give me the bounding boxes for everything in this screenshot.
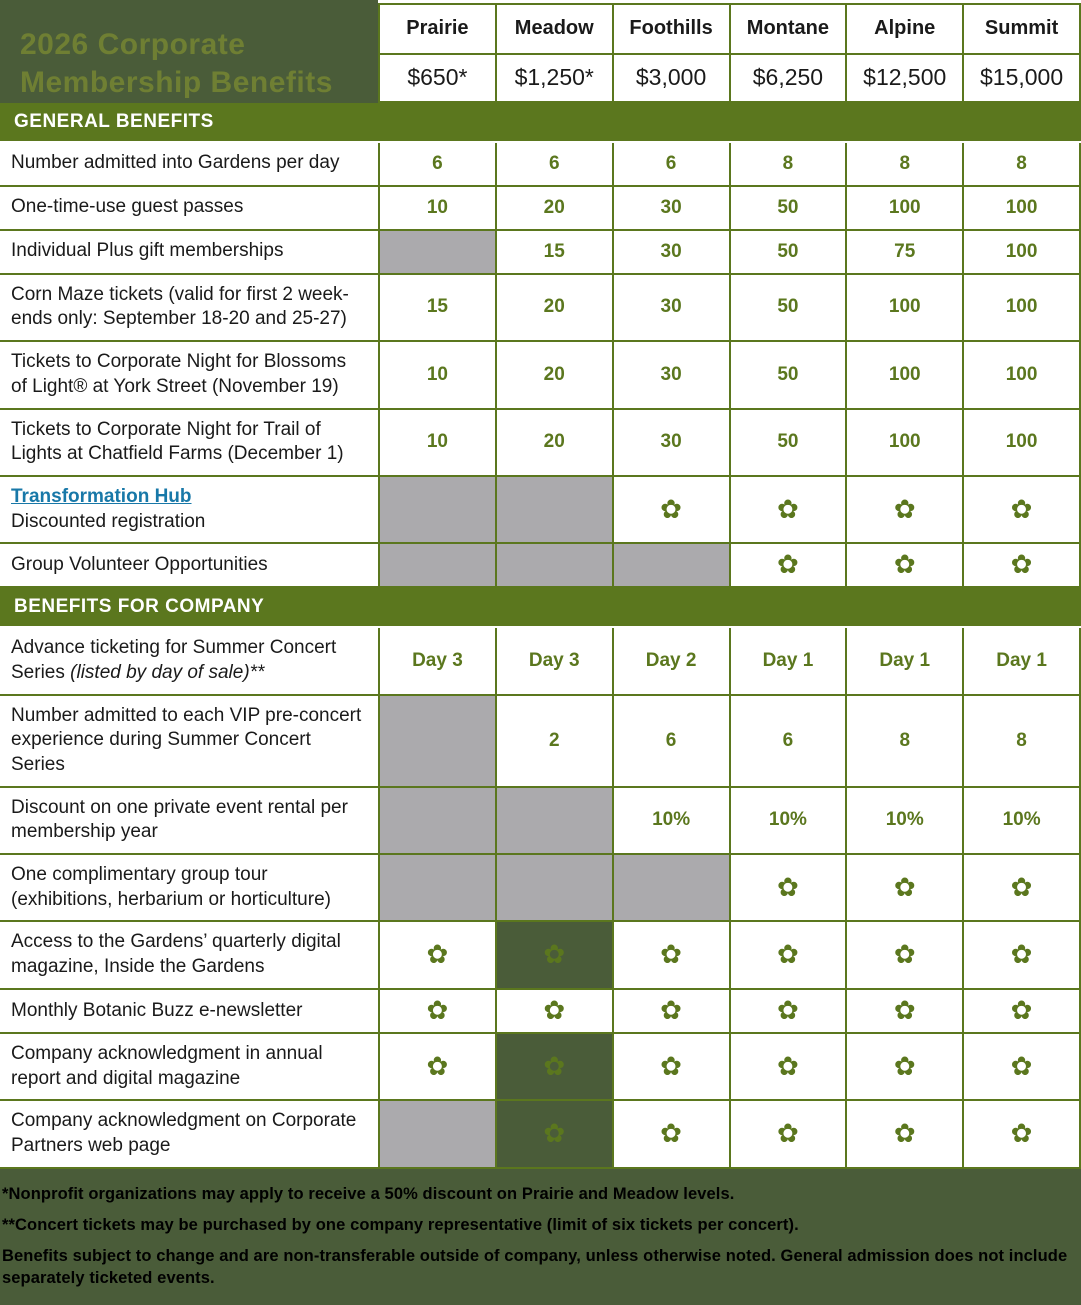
benefit-label-text: Access to the Gardens’ quarterly digital magazine, Inside the Gardens (11, 931, 341, 978)
benefit-value: 6 (782, 729, 794, 751)
benefit-cell (729, 187, 846, 229)
table-row (0, 1034, 1081, 1101)
benefit-value: 100 (1005, 296, 1038, 318)
benefit-value: 50 (777, 431, 799, 453)
benefit-value: Day 1 (762, 649, 814, 671)
level-name-cell (612, 3, 729, 53)
benefit-label-text: One complimentary group tour (exhibitions, herbarium or horticulture) (11, 864, 331, 910)
benefit-value: 75 (894, 240, 916, 262)
benefit-value: 10% (652, 809, 691, 831)
benefit-cell (962, 990, 1079, 1032)
level-price-cell (495, 53, 612, 103)
flower-icon: ✿ (893, 1118, 916, 1149)
empty-cell (378, 1101, 495, 1166)
flower-icon: ✿ (777, 550, 799, 581)
level-names-row (378, 3, 1081, 53)
benefit-cell (845, 477, 962, 542)
benefit-cell (495, 1101, 612, 1166)
benefit-cell (845, 231, 962, 273)
benefit-cell (962, 231, 1079, 273)
level-price: $650* (407, 64, 468, 91)
flower-icon: ✿ (426, 940, 449, 971)
flower-icon: ✿ (660, 995, 682, 1026)
benefit-value: Day 3 (528, 649, 580, 671)
benefit-label-italic: (listed by day of sale)** (70, 661, 265, 683)
benefit-cell (729, 788, 846, 853)
benefit-label-text: Group Volunteer Opportunities (11, 553, 268, 575)
benefit-cell (845, 342, 962, 407)
benefit-cell (612, 990, 729, 1032)
benefit-cell (495, 628, 612, 693)
benefit-cell (962, 922, 1079, 987)
benefit-label-text: Company acknowledgment in annual report and digital magazine (11, 1042, 323, 1089)
footnote-text: *Nonprofit organizations may apply to receive a 50% discount on Prairie and Meadow levels. (2, 1184, 735, 1203)
benefit-label (0, 275, 378, 340)
benefit-label (0, 1101, 378, 1166)
flower-icon: ✿ (543, 1118, 566, 1149)
benefit-value: 8 (782, 152, 794, 174)
benefit-label (0, 990, 378, 1032)
level-name: Summit (984, 17, 1059, 40)
benefit-cell (495, 143, 612, 185)
benefit-label-text: Discounted registration (11, 510, 206, 532)
benefit-cell (495, 410, 612, 475)
footnotes (0, 1169, 1081, 1305)
table-row (0, 628, 1081, 695)
benefit-label-text: Number admitted to each VIP pre-concert experience during Summer Concert Series (11, 704, 362, 776)
level-name: Foothills (629, 17, 713, 40)
level-name: Prairie (406, 17, 469, 40)
level-name-cell (378, 3, 495, 53)
benefit-cell (612, 1101, 729, 1166)
benefit-label-text: Discount on one private event rental per membership year (11, 796, 348, 843)
benefit-label (0, 477, 378, 542)
level-name: Alpine (874, 17, 936, 40)
benefit-cell (612, 788, 729, 853)
flower-icon: ✿ (543, 1051, 566, 1082)
benefit-cell (729, 544, 846, 586)
benefit-cell (612, 1034, 729, 1099)
benefit-value: 6 (665, 729, 677, 751)
footnote-text: Benefits subject to change and are non-transferable outside of company, unless otherwise noted. General admission does not include separately ticketed events. (2, 1247, 1068, 1288)
footnote-text: **Concert tickets may be purchased by one company representative (limit of six tickets per concert). (2, 1215, 799, 1234)
flower-icon: ✿ (777, 494, 799, 525)
benefit-label (0, 410, 378, 475)
benefit-value: 6 (665, 152, 677, 174)
benefit-cell (378, 275, 495, 340)
flower-icon: ✿ (1010, 494, 1033, 525)
benefit-cell (729, 231, 846, 273)
table-row (0, 990, 1081, 1034)
benefit-cell (378, 187, 495, 229)
flower-icon: ✿ (660, 940, 682, 971)
flower-icon: ✿ (543, 940, 566, 971)
empty-cell (612, 855, 729, 920)
benefit-cell (495, 990, 612, 1032)
benefit-cell (378, 143, 495, 185)
benefit-cell (612, 231, 729, 273)
benefit-cell (378, 1034, 495, 1099)
benefit-cell (729, 410, 846, 475)
benefit-value: 10% (768, 809, 807, 831)
flower-icon: ✿ (660, 1118, 682, 1149)
benefit-label (0, 187, 378, 229)
benefit-cell (729, 628, 846, 693)
flower-icon: ✿ (660, 1051, 682, 1082)
benefit-cell (962, 187, 1079, 229)
benefit-cell (962, 477, 1079, 542)
benefit-value: Day 3 (412, 649, 463, 671)
benefit-cell (612, 696, 729, 786)
benefit-cell (845, 628, 962, 693)
empty-cell (495, 855, 612, 920)
benefit-value: 8 (899, 729, 911, 751)
table-row (0, 922, 1081, 989)
benefit-value: Day 1 (879, 649, 931, 671)
level-name-cell (845, 3, 962, 53)
benefit-value: 100 (1005, 240, 1038, 262)
benefit-label-text: Monthly Botanic Buzz e-newsletter (11, 999, 303, 1021)
benefit-label-text: Advance ticketing for Summer Concert Series (11, 637, 337, 683)
flower-icon: ✿ (893, 550, 916, 581)
benefit-cell (378, 628, 495, 693)
benefit-value: 8 (899, 152, 911, 174)
benefit-value: 10 (426, 363, 448, 385)
table-row (0, 788, 1081, 855)
benefit-value: 100 (888, 431, 921, 453)
benefit-cell (612, 275, 729, 340)
table-header (0, 0, 1081, 103)
benefit-label (0, 143, 378, 185)
benefit-label-text: Number admitted into Gardens per day (11, 152, 340, 174)
level-price: $3,000 (635, 64, 707, 91)
flower-icon: ✿ (777, 1118, 799, 1149)
benefit-value: 100 (888, 363, 921, 385)
membership-levels-header (378, 0, 1081, 103)
benefit-cell (962, 628, 1079, 693)
benefit-cell (729, 275, 846, 340)
benefit-value: 100 (888, 196, 921, 218)
benefit-cell (845, 855, 962, 920)
benefit-cell (495, 1034, 612, 1099)
empty-cell (612, 544, 729, 586)
benefit-value: 50 (777, 363, 799, 385)
benefit-cell (962, 275, 1079, 340)
benefit-value: 10% (885, 809, 924, 831)
table-row (0, 342, 1081, 409)
benefit-cell (845, 788, 962, 853)
benefit-cell (845, 187, 962, 229)
benefit-value: 8 (1016, 152, 1027, 174)
level-prices-row (378, 53, 1081, 103)
benefit-cell (612, 342, 729, 407)
table-row (0, 477, 1081, 544)
empty-cell (495, 477, 612, 542)
benefit-label-text: Company acknowledgment on Corporate Partners web page (11, 1110, 357, 1156)
table-row (0, 410, 1081, 477)
benefit-value: 10 (426, 431, 448, 453)
benefit-cell (962, 143, 1079, 185)
table-row (0, 143, 1081, 187)
benefits-table-body (0, 103, 1081, 1169)
flower-icon: ✿ (426, 995, 449, 1026)
benefit-value: 20 (543, 196, 565, 218)
benefit-cell (729, 855, 846, 920)
empty-cell (378, 788, 495, 853)
flower-icon: ✿ (893, 494, 916, 525)
benefit-cell (729, 342, 846, 407)
empty-cell (378, 855, 495, 920)
benefit-cell (378, 990, 495, 1032)
benefit-label (0, 788, 378, 853)
flower-icon: ✿ (777, 1051, 799, 1082)
benefit-value: 30 (660, 431, 682, 453)
benefit-value: 100 (888, 296, 921, 318)
page-title: 2026 Corporate Membership Benefits (20, 28, 333, 100)
benefit-value: 8 (1016, 729, 1027, 751)
benefit-cell (845, 922, 962, 987)
benefit-cell (962, 696, 1079, 786)
flower-icon: ✿ (893, 940, 916, 971)
benefit-label-text: Corn Maze tickets (valid for first 2 week-ends only: September 18-20 and 25-27) (11, 283, 349, 330)
benefit-value: 20 (543, 363, 565, 385)
level-name-cell (729, 3, 846, 53)
benefit-cell (612, 187, 729, 229)
benefit-cell (729, 477, 846, 542)
benefit-value: 10 (426, 196, 448, 218)
level-price-cell (962, 53, 1079, 103)
benefit-value: 30 (660, 363, 682, 385)
flower-icon: ✿ (1010, 995, 1033, 1026)
title-block (0, 0, 378, 103)
benefit-cell (845, 275, 962, 340)
benefit-cell (845, 544, 962, 586)
empty-cell (378, 544, 495, 586)
level-price: $12,500 (863, 64, 947, 91)
flower-icon: ✿ (1010, 550, 1033, 581)
empty-cell (378, 696, 495, 786)
benefit-label (0, 231, 378, 273)
flower-icon: ✿ (893, 872, 916, 903)
benefit-cell (378, 342, 495, 407)
section-header: BENEFITS FOR COMPANY (0, 588, 1081, 628)
benefit-value: 100 (1005, 431, 1038, 453)
benefit-label (0, 342, 378, 407)
benefit-cell (729, 1034, 846, 1099)
flower-icon: ✿ (1010, 1118, 1033, 1149)
benefit-label (0, 628, 378, 693)
level-price-cell (612, 53, 729, 103)
table-row (0, 696, 1081, 788)
benefit-cell (962, 788, 1079, 853)
benefit-value: 2 (548, 729, 560, 751)
benefit-value: 30 (660, 240, 682, 262)
benefit-cell (962, 410, 1079, 475)
benefit-label (0, 922, 378, 987)
section-header: GENERAL BENEFITS (0, 103, 1081, 143)
benefit-value: 30 (660, 196, 682, 218)
table-row (0, 1101, 1081, 1168)
benefit-cell (612, 477, 729, 542)
benefit-cell (612, 143, 729, 185)
benefit-value: 6 (432, 152, 443, 174)
flower-icon: ✿ (426, 1051, 449, 1082)
flower-icon: ✿ (543, 995, 566, 1026)
level-name: Montane (746, 17, 830, 40)
benefit-label (0, 544, 378, 586)
benefit-label (0, 696, 378, 786)
benefit-label-text: Tickets to Corporate Night for Trail of Lights at Chatfield Farms (December 1) (11, 418, 344, 465)
benefit-value: 15 (426, 296, 448, 318)
benefit-cell (845, 990, 962, 1032)
level-name-cell (495, 3, 612, 53)
benefit-value: 30 (660, 296, 682, 318)
flower-icon: ✿ (660, 494, 682, 525)
level-price: $1,250* (514, 64, 594, 91)
benefit-cell (495, 231, 612, 273)
benefit-value: 10% (1002, 809, 1041, 831)
benefit-cell (495, 187, 612, 229)
flower-icon: ✿ (777, 872, 799, 903)
flower-icon: ✿ (1010, 1051, 1033, 1082)
benefit-value: Day 1 (996, 649, 1047, 671)
empty-cell (378, 477, 495, 542)
flower-icon: ✿ (893, 1051, 916, 1082)
benefit-cell (612, 628, 729, 693)
benefit-value: 20 (543, 296, 565, 318)
flower-icon: ✿ (777, 940, 799, 971)
benefit-cell (378, 410, 495, 475)
benefit-cell (962, 855, 1079, 920)
benefit-cell (845, 1101, 962, 1166)
table-row (0, 544, 1081, 588)
level-price: $15,000 (980, 64, 1064, 91)
benefit-cell (378, 922, 495, 987)
transformation-hub-link[interactable]: Transformation Hub (11, 485, 192, 507)
benefit-cell (495, 275, 612, 340)
table-row (0, 231, 1081, 275)
flower-icon: ✿ (1010, 940, 1033, 971)
benefit-label-text: One-time-use guest passes (11, 196, 244, 218)
benefit-cell (729, 922, 846, 987)
benefit-value: 50 (777, 296, 799, 318)
benefit-cell (729, 696, 846, 786)
level-price: $6,250 (752, 64, 824, 91)
benefit-cell (612, 922, 729, 987)
flower-icon: ✿ (777, 995, 799, 1026)
benefit-value: 50 (777, 196, 799, 218)
flower-icon: ✿ (893, 995, 916, 1026)
level-price-cell (845, 53, 962, 103)
benefit-value: 15 (543, 240, 565, 262)
empty-cell (495, 544, 612, 586)
benefit-cell (962, 1101, 1079, 1166)
benefit-label (0, 855, 378, 920)
table-row (0, 187, 1081, 231)
benefit-cell (845, 1034, 962, 1099)
benefit-value: 50 (777, 240, 799, 262)
benefit-cell (845, 696, 962, 786)
benefit-value: 20 (543, 431, 565, 453)
benefit-cell (845, 410, 962, 475)
table-row (0, 855, 1081, 922)
benefit-label (0, 1034, 378, 1099)
benefit-cell (495, 696, 612, 786)
benefit-value: 100 (1005, 196, 1038, 218)
empty-cell (378, 231, 495, 273)
benefit-label-text: Tickets to Corporate Night for Blossoms of Light® at York Street (November 19) (11, 351, 347, 397)
benefit-cell (729, 1101, 846, 1166)
benefit-label-text: Individual Plus gift memberships (11, 240, 284, 262)
benefit-cell (729, 990, 846, 1032)
flower-icon: ✿ (1010, 872, 1033, 903)
benefit-cell (495, 922, 612, 987)
level-name: Meadow (514, 17, 594, 40)
level-price-cell (378, 53, 495, 103)
benefit-cell (962, 1034, 1079, 1099)
benefit-value: 100 (1005, 363, 1038, 385)
benefit-cell (962, 544, 1079, 586)
benefit-cell (729, 143, 846, 185)
benefit-value: Day 2 (645, 649, 697, 671)
benefit-cell (845, 143, 962, 185)
benefit-cell (495, 342, 612, 407)
level-name-cell (962, 3, 1079, 53)
benefit-value: 6 (548, 152, 560, 174)
benefit-cell (962, 342, 1079, 407)
empty-cell (495, 788, 612, 853)
table-row (0, 275, 1081, 342)
level-price-cell (729, 53, 846, 103)
benefit-cell (612, 410, 729, 475)
